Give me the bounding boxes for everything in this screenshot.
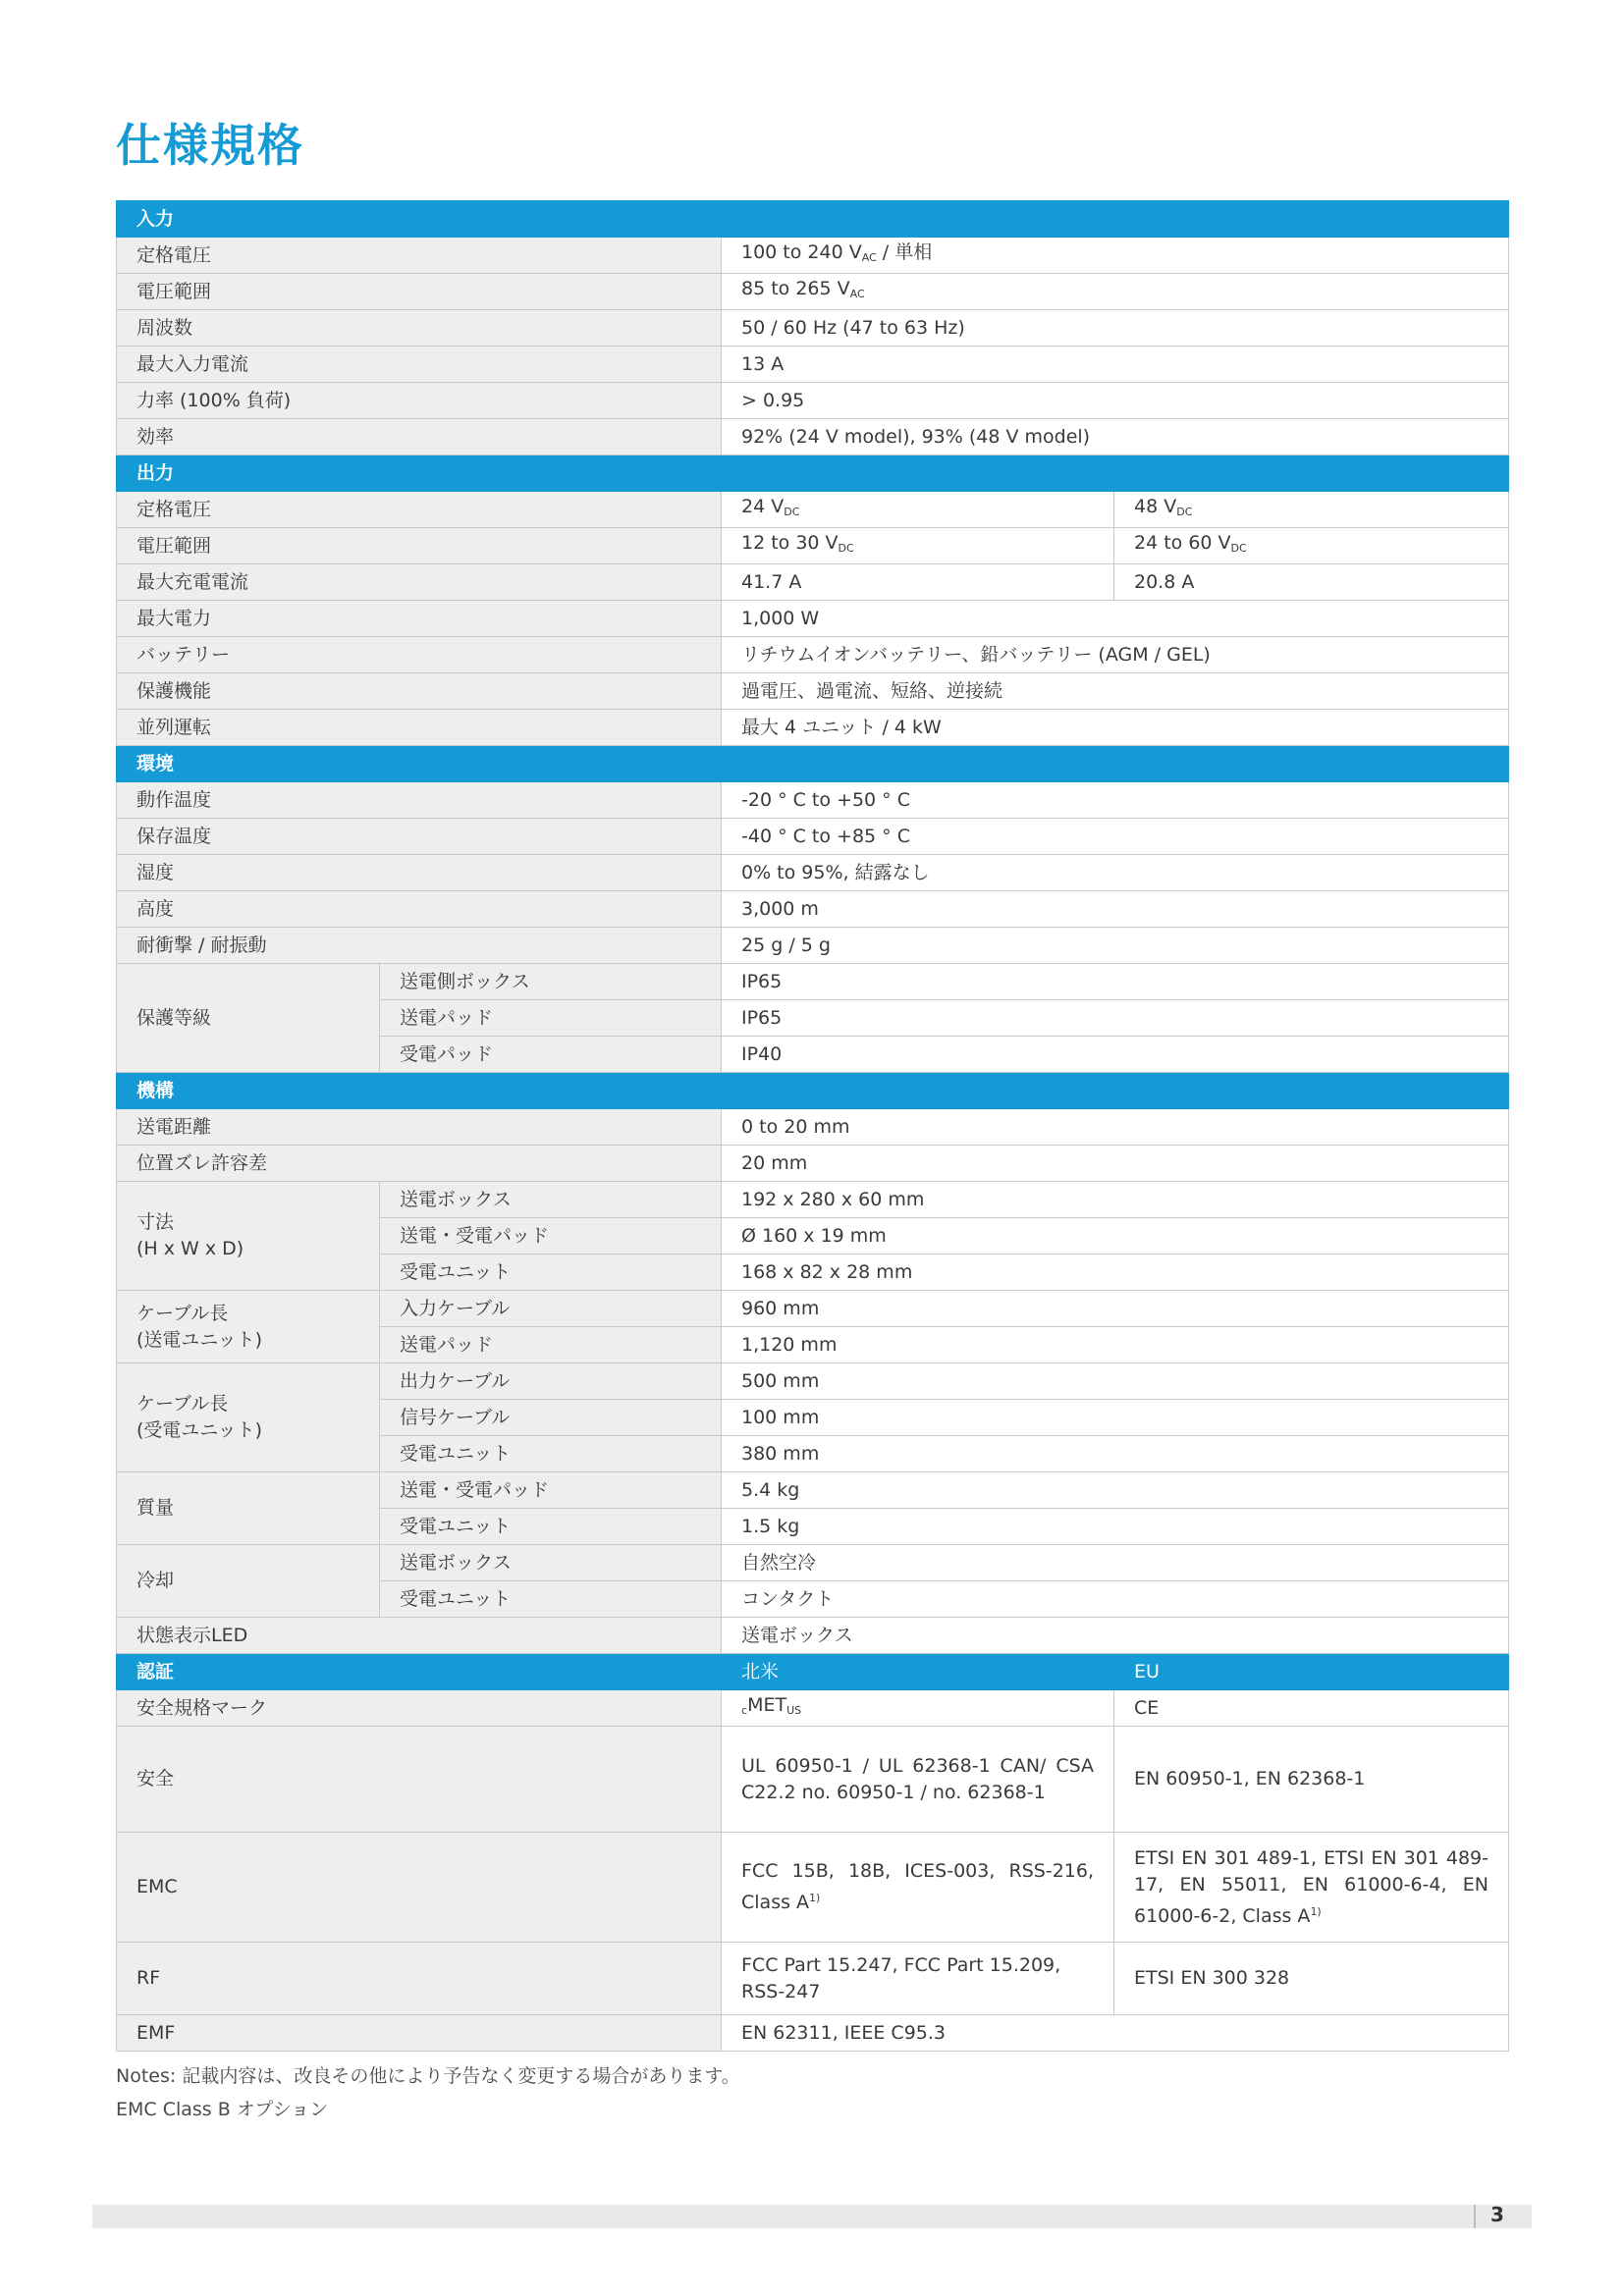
row-value: 168 x 82 x 28 mm [722,1255,1509,1291]
page-number: 3 [1490,2203,1504,2226]
row-value: 380 mm [722,1436,1509,1472]
row-label: 動作温度 [117,782,722,819]
section-certification [117,1654,1509,1690]
row-label: 電圧範囲 [117,274,722,310]
table-row [117,928,1509,964]
row-value: 1,120 mm [722,1327,1509,1363]
table-row [117,310,1509,347]
row-value: 100 to 240 $V_{AC}$ / 単相 [722,238,1509,274]
table-row [117,238,1509,274]
row-value-na: FCC Part 15.247, FCC Part 15.209, RSS-247 [722,1943,1114,2015]
table-row [117,601,1509,637]
row-label: EMF [117,2015,722,2052]
table-row [117,1727,1509,1833]
table-row [117,1146,1509,1182]
row-value: 85 to 265 $V_{AC}$ [722,274,1509,310]
row-label: バッテリー [117,637,722,673]
row-value: -20 ° C to +50 ° C [722,782,1509,819]
note-line: EMC Class B オプション [116,2099,329,2120]
table-row [117,2015,1509,2052]
cert-region-eu: EU [1114,1654,1509,1690]
row-label: 質量 [117,1472,380,1545]
row-sublabel: 送電・受電パッド [380,1472,722,1509]
row-value: -40 ° C to +85 ° C [722,819,1509,855]
table-row [117,1690,1509,1727]
row-value: 0 to 20 mm [722,1109,1509,1146]
row-label: 耐衝撃 / 耐振動 [117,928,722,964]
row-label: 高度 [117,891,722,928]
row-sublabel: 送電パッド [380,1000,722,1037]
row-sublabel: 受電ユニット [380,1581,722,1618]
note-line: Notes: 記載内容は、改良その他により予告なく変更する場合があります。 [116,2065,740,2087]
row-label: 定格電圧 [117,492,722,528]
table-row [117,419,1509,455]
row-label: RF [117,1943,722,2015]
row-label: 状態表示LED [117,1618,722,1654]
table-row [117,274,1509,310]
table-row [117,1182,1509,1218]
row-label: 最大電力 [117,601,722,637]
row-value-eu: EN 60950-1, EN 62368-1 [1114,1727,1509,1833]
row-value: Ø 160 x 19 mm [722,1218,1509,1255]
row-value: IP65 [722,1000,1509,1037]
row-sublabel: 受電ユニット [380,1255,722,1291]
row-value: リチウムイオンバッテリー、鉛バッテリー (AGM / GEL) [722,637,1509,673]
table-row [117,1291,1509,1327]
footer-bar [92,2205,1532,2228]
row-label: ケーブル長 (受電ユニット) [117,1363,380,1472]
row-value-24v: 12 to 30 $V_{DC}$ [722,528,1114,564]
row-label: 保護等級 [117,964,380,1073]
row-sublabel: 受電パッド [380,1037,722,1073]
row-value: 自然空冷 [722,1545,1509,1581]
table-row [117,1472,1509,1509]
section-title: 機構 [117,1073,1509,1109]
row-label: 効率 [117,419,722,455]
table-row [117,347,1509,383]
row-value: 192 x 280 x 60 mm [722,1182,1509,1218]
section-output [117,455,1509,492]
row-value: 3,000 m [722,891,1509,928]
row-sublabel: 送電パッド [380,1327,722,1363]
section-title: 認証 [117,1654,722,1690]
row-label: 湿度 [117,855,722,891]
table-row [117,1545,1509,1581]
row-label: 安全 [117,1727,722,1833]
table-row [117,819,1509,855]
row-sublabel: 受電ユニット [380,1436,722,1472]
cert-region-na: 北米 [722,1654,1114,1690]
row-value-24v: 24 $V_{DC}$ [722,492,1114,528]
table-row [117,891,1509,928]
row-value: 最大 4 ユニット / 4 kW [722,710,1509,746]
row-value-eu: ETSI EN 301 489-1, ETSI EN 301 489-17, EN 55011, EN 61000-6-4, EN 61000-6-2, Class $A^{1)}$ [1114,1833,1509,1943]
row-value-eu: ETSI EN 300 328 [1114,1943,1509,2015]
table-row [117,1363,1509,1400]
row-value: 1,000 W [722,601,1509,637]
row-value: EN 62311, IEEE C95.3 [722,2015,1509,2052]
row-label: 冷却 [117,1545,380,1618]
row-label: 寸法 (H x W x D) [117,1182,380,1291]
row-value: > 0.95 [722,383,1509,419]
row-value: 0% to 95%, 結露なし [722,855,1509,891]
row-value: IP40 [722,1037,1509,1073]
row-label: 最大充電電流 [117,564,722,601]
notes [116,2059,740,2126]
footer-divider [1474,2205,1476,2228]
row-value: 13 A [722,347,1509,383]
row-label: 並列運転 [117,710,722,746]
row-sublabel: 出力ケーブル [380,1363,722,1400]
row-value-na: UL 60950-1 / UL 62368-1 CAN/ CSA C22.2 no. 60950-1 / no. 62368-1 [722,1727,1114,1833]
row-value-na: FCC 15B, 18B, ICES-003, RSS-216, Class $A^{1)}$ [722,1833,1114,1943]
table-row [117,1833,1509,1943]
row-value: 500 mm [722,1363,1509,1400]
row-value: 20 mm [722,1146,1509,1182]
section-title: 入力 [117,201,1509,238]
row-label: ケーブル長 (送電ユニット) [117,1291,380,1363]
table-row [117,855,1509,891]
section-title: 出力 [117,455,1509,492]
row-value: コンタクト [722,1581,1509,1618]
row-label: 安全規格マーク [117,1690,722,1727]
row-value: 過電圧、過電流、短絡、逆接続 [722,673,1509,710]
row-label: 電圧範囲 [117,528,722,564]
row-value: 25 g / 5 g [722,928,1509,964]
row-sublabel: 受電ユニット [380,1509,722,1545]
row-sublabel: 信号ケーブル [380,1400,722,1436]
row-value: 5.4 kg [722,1472,1509,1509]
page-title: 仕様規格 [116,119,304,172]
row-label: 保存温度 [117,819,722,855]
row-value: 送電ボックス [722,1618,1509,1654]
row-sublabel: 送電ボックス [380,1545,722,1581]
row-value-48v: 20.8 A [1114,564,1509,601]
row-label: EMC [117,1833,722,1943]
row-value-24v: 41.7 A [722,564,1114,601]
row-value-na: $_cMET_{US}$ [722,1690,1114,1727]
row-label: 周波数 [117,310,722,347]
row-sublabel: 送電側ボックス [380,964,722,1000]
row-label: 定格電圧 [117,238,722,274]
row-sublabel: 送電・受電パッド [380,1218,722,1255]
row-label: 位置ズレ許容差 [117,1146,722,1182]
section-environment [117,746,1509,782]
spec-table [116,200,1509,2052]
row-value: IP65 [722,964,1509,1000]
section-mechanical [117,1073,1509,1109]
section-title: 環境 [117,746,1509,782]
row-value: 100 mm [722,1400,1509,1436]
row-label: 保護機能 [117,673,722,710]
row-value-eu: CE [1114,1690,1509,1727]
table-row [117,528,1509,564]
row-value-48v: 24 to 60 $V_{DC}$ [1114,528,1509,564]
table-row [117,564,1509,601]
table-row [117,492,1509,528]
table-row [117,1109,1509,1146]
row-value-48v: 48 $V_{DC}$ [1114,492,1509,528]
row-value: 1.5 kg [722,1509,1509,1545]
section-input [117,201,1509,238]
table-row [117,1618,1509,1654]
table-row [117,383,1509,419]
row-sublabel: 入力ケーブル [380,1291,722,1327]
row-value: 50 / 60 Hz (47 to 63 Hz) [722,310,1509,347]
row-label: 力率 (100% 負荷) [117,383,722,419]
row-value: 92% (24 V model), 93% (48 V model) [722,419,1509,455]
table-row [117,710,1509,746]
table-row [117,782,1509,819]
table-row [117,964,1509,1000]
table-row [117,1943,1509,2015]
row-sublabel: 送電ボックス [380,1182,722,1218]
table-row [117,637,1509,673]
row-value: 960 mm [722,1291,1509,1327]
row-label: 最大入力電流 [117,347,722,383]
table-row [117,673,1509,710]
row-label: 送電距離 [117,1109,722,1146]
